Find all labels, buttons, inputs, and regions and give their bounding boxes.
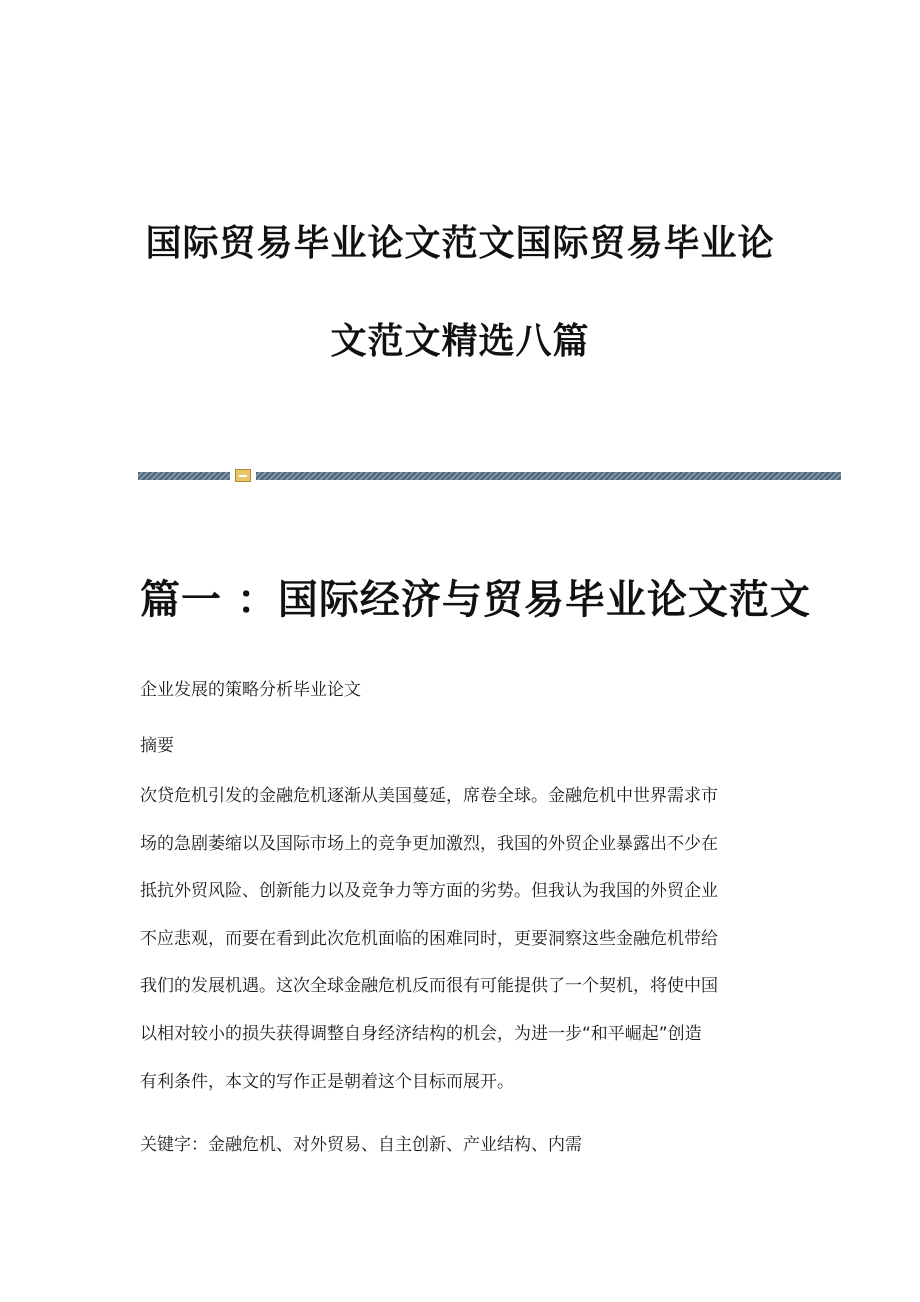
decorative-divider — [138, 468, 841, 482]
document-title-line-2: 文范文精选八篇 — [330, 320, 590, 362]
abstract-label: 摘要 — [140, 736, 174, 756]
abstract-line: 不应悲观，而要在看到此次危机面临的困难同时，更要洞察这些金融危机带给 — [140, 928, 718, 949]
abstract-line: 以相对较小的损失获得调整自身经济结构的机会，为进一步“和平崛起”创造 — [140, 1023, 702, 1044]
divider-bar-left — [138, 472, 230, 480]
divider-emblem-icon — [235, 469, 251, 482]
abstract-line: 有利条件，本文的写作正是朝着这个目标而展开。 — [140, 1071, 514, 1092]
abstract-line: 次贷危机引发的金融危机逐渐从美国蔓延，席卷全球。金融危机中世界需求市 — [140, 786, 718, 806]
abstract-line: 我们的发展机遇。这次全球金融危机反而很有可能提供了一个契机，将使中国 — [140, 976, 718, 997]
abstract-paragraph — [140, 786, 780, 1119]
abstract-line: 场的急剧萎缩以及国际市场上的竞争更加激烈，我国的外贸企业暴露出不少在 — [140, 833, 718, 854]
keywords-line: 关键字：金融危机、对外贸易、自主创新、产业结构、内需 — [140, 1135, 582, 1155]
divider-bar-right — [256, 472, 841, 480]
abstract-line: 抵抗外贸风险、创新能力以及竞争力等方面的劣势。但我认为我国的外贸企业 — [140, 881, 718, 902]
document-title-line-1: 国际贸易毕业论文范文国际贸易毕业论 — [145, 222, 775, 264]
article-subtitle: 企业发展的策略分析毕业论文 — [140, 680, 361, 700]
section-heading: 篇一 ：国际经济与贸易毕业论文范文 — [140, 577, 811, 623]
